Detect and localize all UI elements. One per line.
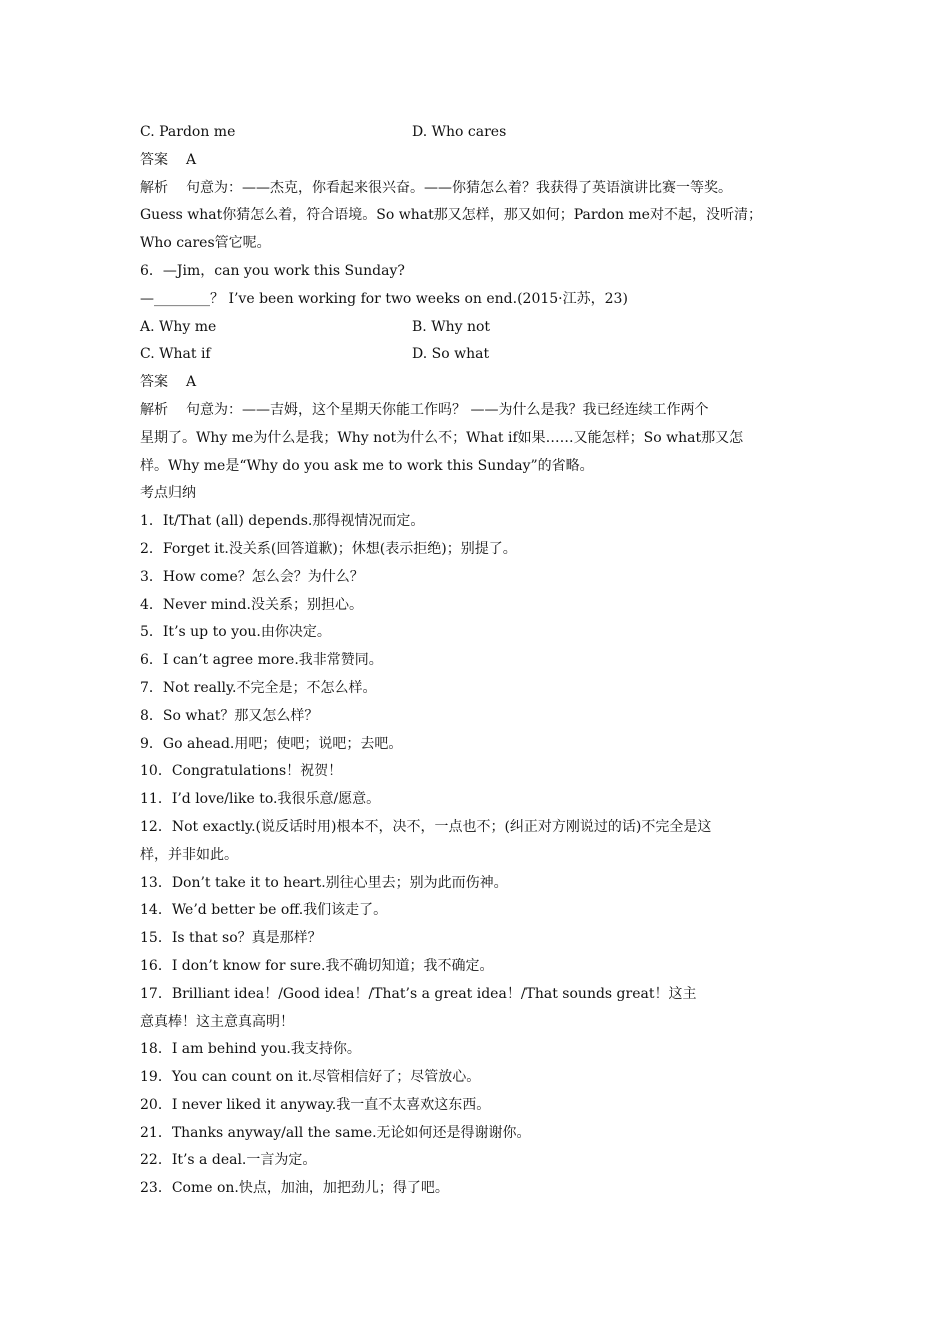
q6-answer [140, 369, 815, 397]
summary-item: 16．I don’t know for sure.我不确切知道；我不确定。 [140, 957, 494, 974]
q5-option-d: D. Who cares [412, 124, 507, 140]
q5-options-row [140, 119, 815, 147]
q5-analysis-label: 解析 [140, 179, 168, 196]
q5-answer [140, 147, 815, 175]
summary-item: 21．Thanks anyway/all the same.无论如何还是得谢谢你。 [140, 1124, 531, 1141]
summary-item: 2．Forget it.没关系(回答道歉)；休想(表示拒绝)；别提了。 [140, 540, 517, 557]
summary-heading: 考点归纳 [140, 485, 196, 502]
q5-analysis-line-1 [140, 175, 815, 203]
q5-answer-value: A [186, 151, 197, 168]
summary-item: 意真棒！这主意真高明！ [140, 1013, 294, 1030]
q6-analysis-line-1 [140, 397, 815, 425]
summary-item: 18．I am behind you.我支持你。 [140, 1041, 361, 1058]
summary-list [140, 508, 815, 1203]
summary-item: 19．You can count on it.尽管相信好了；尽管放心。 [140, 1069, 481, 1086]
summary-item: 8．So what？那又怎么样？ [140, 707, 319, 724]
summary-item: 11．I’d love/like to.我很乐意/愿意。 [140, 791, 381, 808]
q6-answer-value: A [186, 374, 197, 391]
q5-analysis-line-2: Guess what你猜怎么着，符合语境。So what那又怎样，那又如何；Pardon me对不起，没听清； [140, 207, 762, 224]
q6-analysis-line-2: 星期了。Why me为什么是我；Why not为什么不；What if如果……又能怎样；So what那又怎 [140, 429, 744, 446]
q6-analysis-line-3: 样。Why me是“Why do you ask me to work this Sunday”的省略。 [140, 457, 594, 474]
document-page [140, 119, 815, 1203]
summary-item: 10．Congratulations！祝贺！ [140, 763, 343, 780]
summary-item: 14．We’d better be off.我们该走了。 [140, 902, 388, 919]
summary-item: 7．Not really.不完全是；不怎么样。 [140, 679, 377, 696]
summary-item: 3．How come？怎么会？为什么？ [140, 568, 364, 585]
q5-analysis-line-3: Who cares管它呢。 [140, 235, 271, 252]
q6-option-d: D. So what [412, 346, 490, 363]
summary-item: 22．It’s a deal.一言为定。 [140, 1152, 317, 1169]
summary-item: 15．Is that so？真是那样？ [140, 930, 322, 947]
q5-answer-label: 答案 [140, 151, 168, 168]
summary-item: 9．Go ahead.用吧；使吧；说吧；去吧。 [140, 735, 403, 752]
q6-analysis-label: 解析 [140, 401, 168, 418]
summary-item: 12．Not exactly.(说反话时用)根本不，决不，一点也不；(纠正对方刚说过的话)不完全是这 [140, 818, 712, 835]
summary-item: 4．Never mind.没关系；别担心。 [140, 596, 363, 613]
q6-options-row-1 [140, 314, 815, 342]
summary-item: 17．Brilliant idea！/Good idea！/That’s a great idea！/That sounds great！这主 [140, 985, 697, 1002]
q6-blank-line: —________？ I’ve been working for two weeks on end.(2015·江苏，23) [140, 290, 628, 307]
q6-analysis-text: 句意为：——吉姆，这个星期天你能工作吗？ ——为什么是我？我已经连续工作两个 [186, 401, 709, 418]
q6-option-b: B. Why not [412, 318, 491, 335]
q5-analysis-text: 句意为：——杰克，你看起来很兴奋。——你猜怎么着？我获得了英语演讲比赛一等奖。 [186, 179, 732, 196]
summary-item: 13．Don’t take it to heart.别往心里去；别为此而伤神。 [140, 874, 508, 891]
summary-item: 6．I can’t agree more.我非常赞同。 [140, 652, 383, 669]
summary-item: 5．It’s up to you.由你决定。 [140, 624, 331, 641]
q6-options-row-2 [140, 341, 815, 369]
q6-option-c: C. What if [140, 346, 211, 363]
q5-option-c: C. Pardon me [140, 124, 236, 140]
q6-answer-label: 答案 [140, 374, 168, 391]
q6-question: 6．—Jim，can you work this Sunday? [140, 262, 405, 279]
summary-item: 1．It/That (all) depends.那得视情况而定。 [140, 513, 425, 530]
q6-option-a: A. Why me [140, 318, 217, 335]
summary-item: 23．Come on.快点，加油，加把劲儿；得了吧。 [140, 1180, 449, 1197]
summary-item: 样，并非如此。 [140, 846, 238, 863]
summary-item: 20．I never liked it anyway.我一直不太喜欢这东西。 [140, 1096, 491, 1113]
